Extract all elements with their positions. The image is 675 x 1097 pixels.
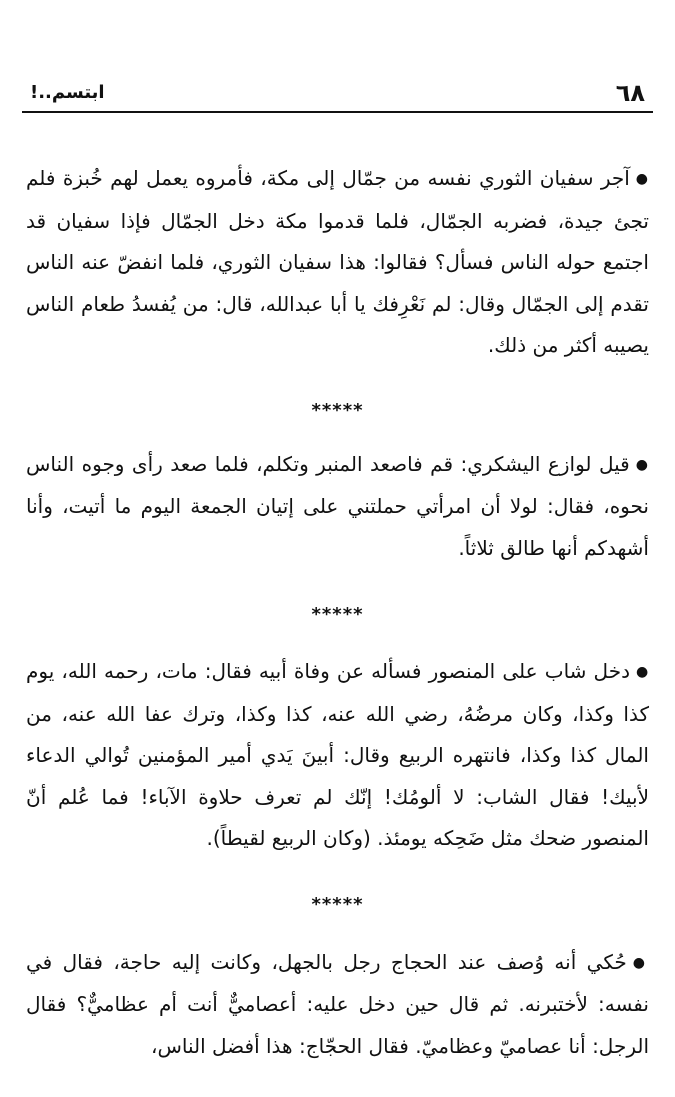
bullet-icon: ● xyxy=(635,171,649,187)
section-separator: ***** xyxy=(311,893,364,915)
story-text: دخل شاب على المنصور فسأله عن وفاة أبيه فقال: مات، رحمه الله، يوم كذا وكذا، وكان مرضُهُ، رضي الله عنه، كذا وكذا، وترك عفا الله عنه، من المال كذا وكذا، فانتهره الربيع وقال: أبينَ يَدي أمير المؤمنين تُوالي الدعاء لأبيك! فقال الشاب: لا ألومُك! إنّك لم تعرف حلاوة الآباء! فما عُلم أنّ المنصور ضحك مثل ضَحِكه يومئذ. (وكان الربيع لقيطاً). xyxy=(26,659,649,850)
story-paragraph xyxy=(26,942,649,1068)
section-separator: ***** xyxy=(311,604,364,625)
bullet-icon: ● xyxy=(632,954,649,971)
section-separator: ***** xyxy=(311,399,364,421)
bullet-icon: ● xyxy=(635,456,649,473)
story-text: قيل لوازع اليشكري: قم فاصعد المنبر وتكلم، فلما صعد رأى وجوه الناس نحوه، فقال: لولا أن امرأتي حملتني على إتيان الجمعة اليوم ما أتيت، وأنا أشهدكم أنها طالق ثلاثاً. xyxy=(26,451,649,560)
header-rule xyxy=(22,111,653,113)
story-text: آجر سفيان الثوري نفسه من جمّال إلى مكة، فأمروه يعمل لهم خُبزة فلم تجئ جيدة، فضربه الجمّال، فلما قدموا مكة دخل الجمّال فإذا سفيان قد اجتمع حوله الناس فسأل؟ فقالوا: هذا سفيان الثوري، فلما انفضّ عنه الناس تقدم إلى الجمّال وقال: لم نَعْرِفك يا أبا عبدالله، قال: من يُفسدُ طعام الناس يصيبه أكثر من ذلك. xyxy=(26,166,649,357)
page-header xyxy=(22,80,653,110)
page-number: ٦٨ xyxy=(615,79,645,107)
story-paragraph xyxy=(26,651,649,860)
story-paragraph xyxy=(26,158,649,367)
bullet-icon: ● xyxy=(635,664,649,680)
book-title: ابتسم..! xyxy=(30,82,105,103)
story-text: حُكي أنه وُصف عند الحجاج رجل بالجهل، وكانت إليه حاجة، فقال في نفسه: لأختبرنه. ثم قال حين دخل عليه: أعصاميٌّ أنت أم عظاميٌّ؟ فقال الرجل: أنا عصاميّ وعظاميّ. فقال الحجّاج: هذا أفضل الناس، xyxy=(26,949,649,1058)
page-content xyxy=(26,158,649,1067)
story-paragraph xyxy=(26,444,649,570)
